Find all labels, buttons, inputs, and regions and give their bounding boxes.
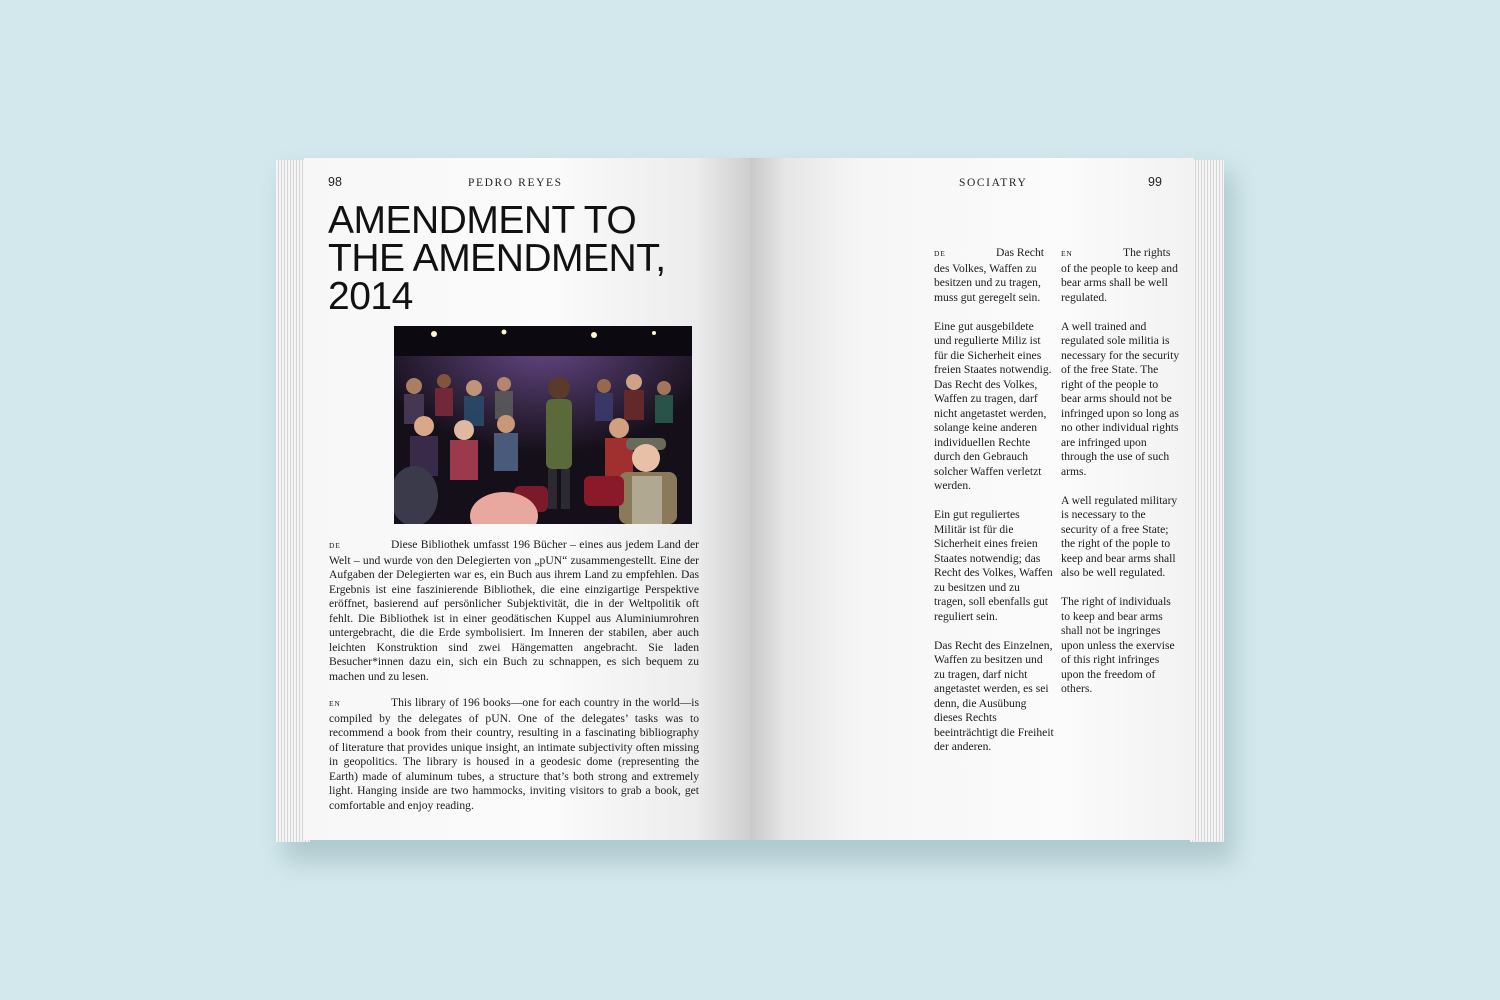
english-column-paragraph	[1061, 246, 1181, 305]
running-head-section: SOCIATRY	[959, 177, 1028, 189]
english-column	[1061, 246, 1181, 711]
page-title	[328, 199, 748, 318]
german-column-text: Das Recht des Volkes, Waffen zu besitzen und zu tragen, muss gut geregelt sein.	[934, 246, 1044, 304]
audience-photo-icon	[394, 326, 692, 524]
page-number-right: 99	[1148, 175, 1162, 189]
title-line-3: 2014	[328, 275, 413, 318]
german-paragraph	[329, 538, 699, 684]
right-page	[750, 158, 1194, 840]
english-column-paragraph: The right of individuals to keep and bear arms shall not be ingringes upon unless the exervise of this right infringes upon the freedom of others.	[1061, 595, 1175, 695]
german-column	[934, 246, 1054, 769]
page-number-left: 98	[328, 175, 342, 189]
english-paragraph	[329, 696, 699, 813]
language-label-en: EN	[1061, 249, 1073, 258]
german-column-paragraph: Ein gut reguliertes Militär ist für die Sicherheit eines freien Staates notwendig; das Recht des Volkes, Waffen zu besitzen und zu tragen, soll ebenfalls gut reguliert sein.	[934, 508, 1053, 623]
title-line-2: THE AMENDMENT,	[328, 237, 666, 280]
english-column-paragraph: A well regulated military is necessary to the security of a free State; the right of the pople to keep and bear arms shall also be well regulated.	[1061, 493, 1178, 579]
english-text: This library of 196 books—one for each country in the world—is compiled by the delegates of pUN. One of the delegates’ tasks was to recommend a book from their country, resulting in a fascinating bibliography of literature that provides unique insight, an intimate subjectivity often missing in geopolitics. The library is housed in a geodesic dome (representing the Earth) made of aluminum tubes, a structure that’s both strong and extremely light. Hanging inside are two hammocks, inviting visitors to grab a book, get comfortable and enjoy reading.	[329, 696, 699, 812]
left-page	[304, 158, 750, 840]
language-label-de: DE	[934, 249, 946, 258]
page-edges-right	[1190, 160, 1224, 842]
language-label-en: EN	[329, 699, 341, 708]
german-text: Diese Bibliothek umfasst 196 Bücher – eines aus jedem Land der Welt – und wurde von den Delegierten von „pUN“ zusammengestellt. Eine der Aufgaben der Delegierten war es, ein Buch aus ihrem Land zu empfehlen. Das Ergebnis ist eine faszinierende Bibliothek, die eine einzigartige Perspektive eröffnet, basierend auf persönlicher Subjektivität, die in der Weltpolitik oft fehlt. Die Bibliothek ist in einer geodätischen Kuppel aus Aluminiumrohren untergebracht, die die Erde symbolisiert. Im Inneren der stabilen, aber auch leichten Konstruktion sind zwei Hängematten angebracht. Sie laden Besucher*innen dazu ein, sich ein Buch zu schnappen, es sich bequem zu machen und zu lesen.	[329, 538, 699, 683]
german-column-paragraph: Eine gut ausgebildete und regulierte Miliz ist für die Sicherheit eines freien Staates notwendig. Das Recht des Volkes, Waffen zu tragen, darf nicht angetastet werden, solange keine anderen individuellen Rechte durch den Gebrauch solcher Waffen verletzt werden.	[934, 319, 1052, 492]
english-column-paragraph: A well trained and regulated sole militia is necessary for the security of the free State. The right of the people to bear arms should not be infringed upon so long as no other individual rights are infringed upon through the use of such arms.	[1061, 319, 1180, 478]
running-head-author: PEDRO REYES	[468, 177, 563, 189]
audience-photo	[394, 326, 692, 524]
german-column-paragraph: Das Recht des Einzelnen, Waffen zu besitzen und zu tragen, darf nicht angetastet werden, es sei denn, die Ausübung dieses Rechts beeinträchtigt die Freiheit der anderen.	[934, 638, 1054, 753]
language-label-de: DE	[329, 541, 341, 550]
english-column-text: The rights of the people to keep and bear arms shall be well regulated.	[1061, 246, 1178, 304]
german-column-paragraph	[934, 246, 1054, 305]
title-line-1: AMENDMENT TO	[328, 199, 637, 242]
